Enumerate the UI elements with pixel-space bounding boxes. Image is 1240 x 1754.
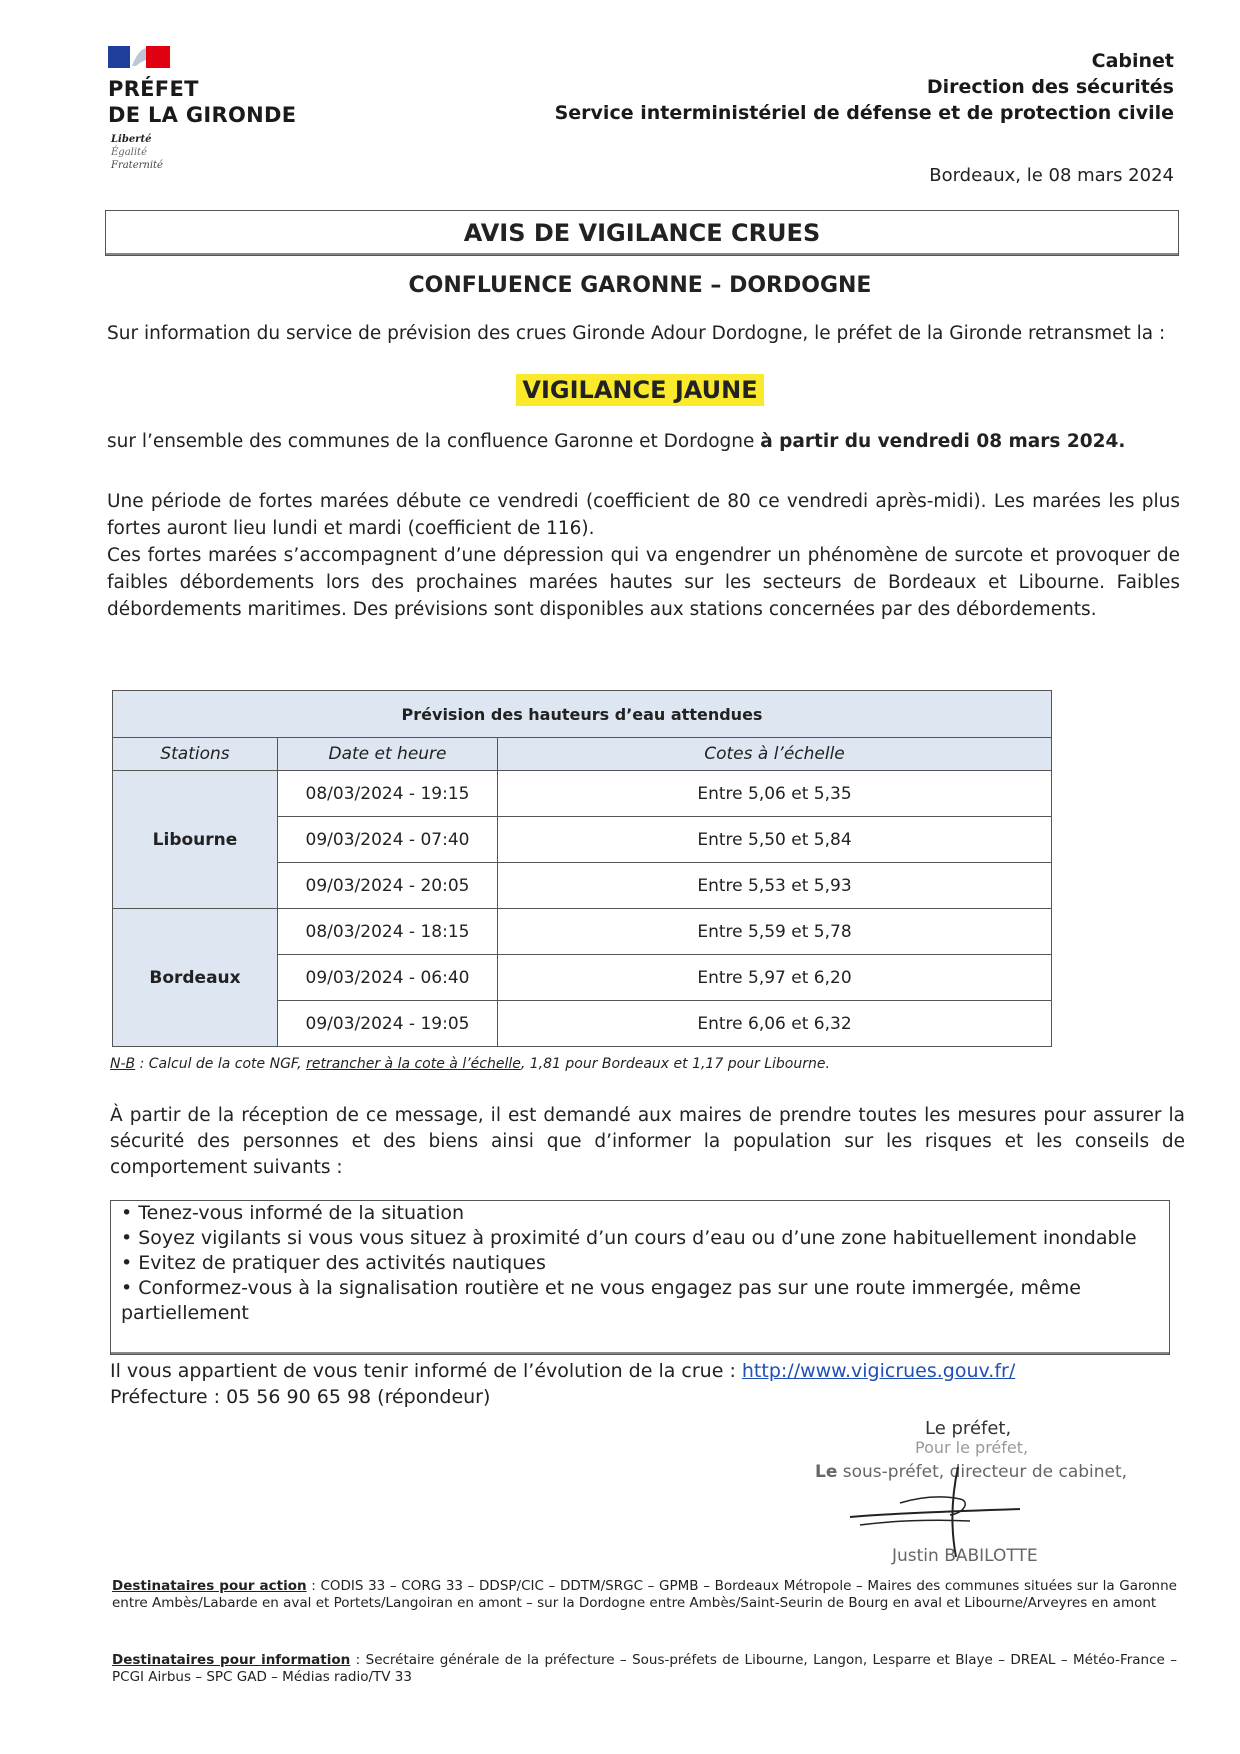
document-title: AVIS DE VIGILANCE CRUES — [105, 210, 1179, 256]
column-header-date: Date et heure — [278, 738, 498, 771]
scope-paragraph — [107, 428, 1197, 455]
note-text-pre: : Calcul de la cote NGF, — [135, 1056, 307, 1072]
scope-text: sur l’ensemble des communes de la confluence Garonne et Dordogne — [107, 431, 761, 452]
request-paragraph: À partir de la réception de ce message, il est demandé aux maires de prendre toutes les mesures pour assurer la sécurité des personnes et des biens ainsi que d’informer la population sur les risques et les conseils de comportement suivants : — [110, 1105, 1185, 1178]
motto-liberte: Liberté — [111, 134, 152, 145]
station-libourne: Libourne — [113, 771, 278, 909]
description-line-1: Une période de fortes marées débute ce vendredi (coefficient de 80 ce vendredi après-midi). Les marées les plus fortes auront lieu lundi et mardi (coefficient de 116). — [107, 491, 1180, 539]
cote-cell: Entre 5,59 et 5,78 — [498, 909, 1052, 955]
marianne-logo-icon — [108, 46, 170, 68]
recipients-info-label: Destinataires pour information — [112, 1652, 351, 1668]
date-cell: 09/03/2024 - 07:40 — [278, 817, 498, 863]
recipients-action-label: Destinataires pour action — [112, 1578, 307, 1594]
note-nb: N-B — [110, 1056, 136, 1072]
header-service: Service interministériel de défense et de protection civile — [554, 102, 1174, 124]
advice-item: • Conformez-vous à la signalisation routière et ne vous engagez pas sur une route immergée, même partiellement — [121, 1277, 1081, 1324]
logo-line-1: PRÉFET — [108, 77, 199, 101]
date-cell: 09/03/2024 - 19:05 — [278, 1001, 498, 1047]
table-title: Prévision des hauteurs d’eau attendues — [113, 691, 1052, 738]
stamp-line-2-text: sous-préfet, directeur de cabinet, — [837, 1462, 1128, 1482]
recipients-action-text: : CODIS 33 – CORG 33 – DDSP/CIC – DDTM/SRGC – GPMB – Bordeaux Métropole – Maires des communes situées sur la Garonne entre Ambès/Labarde en aval et Portets/Langoiran en amont – sur la Dordogne entre Ambès/Saint-Seurin de Bourg en aval et Libourne/Arveyres en amont — [112, 1578, 1177, 1611]
date-cell: 08/03/2024 - 19:15 — [278, 771, 498, 817]
signature-title: Le préfet, — [925, 1418, 1012, 1439]
table-note — [110, 1056, 830, 1072]
info-text: Il vous appartient de vous tenir informé de l’évolution de la crue : — [110, 1360, 742, 1382]
cote-cell: Entre 5,50 et 5,84 — [498, 817, 1052, 863]
document-subtitle: CONFLUENCE GARONNE – DORDOGNE — [408, 273, 872, 298]
table-row — [113, 909, 1052, 955]
handwritten-signature-icon — [840, 1455, 1040, 1560]
cote-cell: Entre 6,06 et 6,32 — [498, 1001, 1052, 1047]
motto-fraternite: Fraternité — [111, 160, 163, 171]
header-cabinet: Cabinet — [1091, 50, 1174, 72]
prefecture-phone: Préfecture : 05 56 90 65 98 (répondeur) — [110, 1386, 491, 1408]
column-header-stations: Stations — [113, 738, 278, 771]
intro-paragraph: Sur information du service de prévision des crues Gironde Adour Dordogne, le préfet de la Gironde retransmet la : — [107, 323, 1166, 344]
advice-item: • Soyez vigilants si vous vous situez à proximité d’un cours d’eau ou d’une zone habituellement inondable — [121, 1227, 1137, 1249]
cote-cell: Entre 5,53 et 5,93 — [498, 863, 1052, 909]
motto-egalite: Égalité — [111, 147, 147, 158]
document-date: Bordeaux, le 08 mars 2024 — [929, 165, 1174, 186]
vigilance-level-container — [0, 376, 1240, 404]
recipients-action — [112, 1578, 1177, 1612]
table-row — [113, 771, 1052, 817]
info-line — [110, 1358, 1015, 1384]
description-paragraph — [107, 488, 1180, 623]
stamp-line-1: Pour le préfet, — [915, 1438, 1029, 1457]
stamp-line-2-bold: Le — [815, 1462, 838, 1482]
date-cell: 08/03/2024 - 18:15 — [278, 909, 498, 955]
column-header-cotes: Cotes à l’échelle — [498, 738, 1052, 771]
scope-start-date: à partir du vendredi 08 mars 2024. — [760, 431, 1126, 452]
recipients-info-text: : Secrétaire générale de la préfecture – Sous-préfets de Libourne, Langon, Lesparre et Blaye – DREAL – Météo-France – PCGI Airbus – SPC GAD – Médias radio/TV 33 — [112, 1652, 1177, 1685]
station-bordeaux: Bordeaux — [113, 909, 278, 1047]
vigicrues-link[interactable]: http://www.vigicrues.gouv.fr/ — [741, 1360, 1016, 1382]
info-block — [110, 1358, 1015, 1410]
advice-item: • Evitez de pratiquer des activités nautiques — [121, 1252, 546, 1274]
note-text-underlined: retrancher à la cote à l’échelle — [306, 1056, 521, 1072]
date-cell: 09/03/2024 - 20:05 — [278, 863, 498, 909]
note-text-post: , 1,81 pour Bordeaux et 1,17 pour Libourne. — [520, 1056, 830, 1072]
water-level-forecast-table — [112, 690, 1052, 1047]
logo-line-2: DE LA GIRONDE — [108, 103, 297, 127]
advice-item: • Tenez-vous informé de la situation — [121, 1202, 465, 1224]
date-cell: 09/03/2024 - 06:40 — [278, 955, 498, 1001]
header-direction: Direction des sécurités — [926, 76, 1174, 98]
cote-cell: Entre 5,97 et 6,20 — [498, 955, 1052, 1001]
description-line-2: Ces fortes marées s’accompagnent d’une dépression qui va engendrer un phénomène de surcote et provoquer de faibles débordements lors des prochaines marées hautes sur les secteurs de Bordeaux et Libourne. Faibles débordements maritimes. Des prévisions sont disponibles aux stations concernées par des débordements. — [107, 545, 1180, 620]
cote-cell: Entre 5,06 et 5,35 — [498, 771, 1052, 817]
signer-name: Justin BABILOTTE — [892, 1546, 1038, 1566]
behavior-advice-box — [110, 1200, 1170, 1355]
vigilance-level: VIGILANCE JAUNE — [516, 374, 763, 406]
recipients-info — [112, 1652, 1177, 1686]
